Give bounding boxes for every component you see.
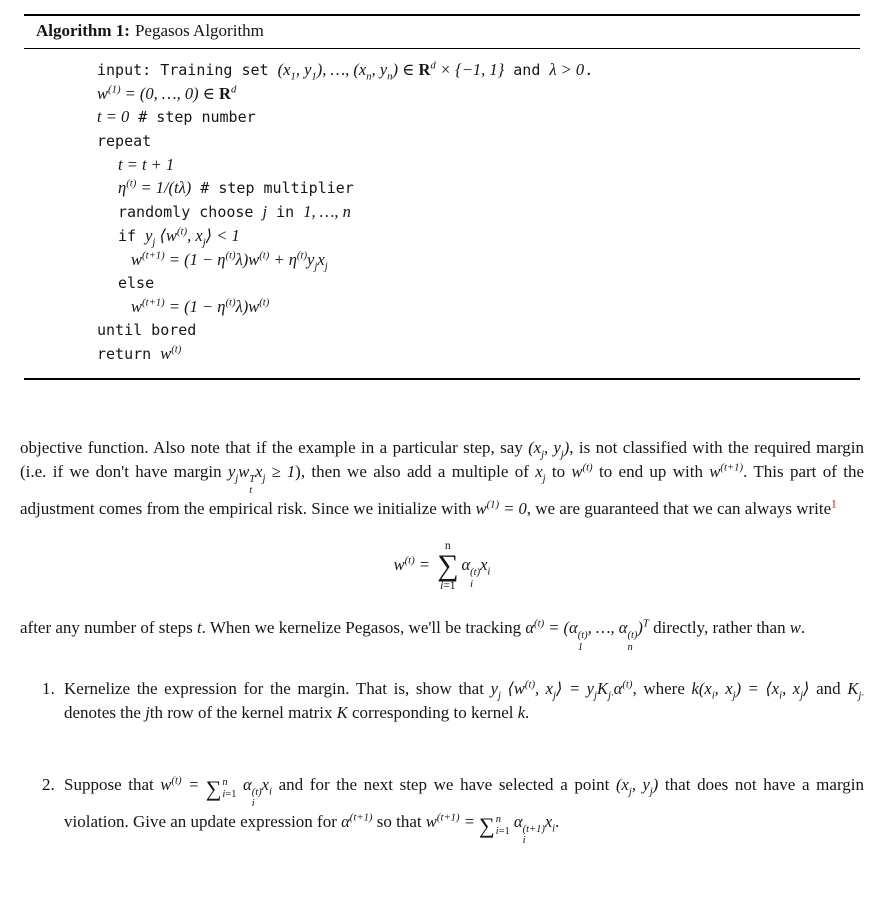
- problem-list: [20, 677, 864, 847]
- footnote-ref[interactable]: 1: [831, 498, 837, 511]
- algorithm-caption: [24, 16, 860, 48]
- algorithm-line: $w^{(t+1)} = (1 - \eta^{(t)}\lambda)w^{(t)} + \eta^{(t)}y_jx_j$: [131, 249, 328, 273]
- algorithm-code: [24, 49, 860, 378]
- algorithm-line: else: [118, 274, 155, 292]
- problem-text: Suppose that $w^{(t)}$ = ∑ n i=1 α (t) i $x_i$ and for the next step we have selected a point ($x_j$, $y_j$) that does not have a margin violation. Give an update expression for $\alpha^{(t+1)}$ so that $w^{(t+1)}$ = ∑ n i=1 α (t+1) i $x_i$.: [64, 774, 865, 847]
- problem-item: [20, 773, 864, 847]
- algorithm-box: [24, 14, 860, 380]
- algorithm-line: t = 0 # step number: [97, 107, 256, 126]
- problem-item: [20, 677, 864, 725]
- problem-text: Kernelize the expression for the margin. That is, show that $y_j$ $⟨w^{(t)}$, $x_j⟩ = y_jK_{j\cdot}\alpha^{(t)}$, where $k(x_i$, $x_j$) = $⟨x_i$, $x_j⟩$ and $K_{j\cdot}$ denotes the jth row of the kernel matrix K corresponding to kernel k.: [64, 678, 865, 723]
- algorithm-line: $w^{(1)} = (0$, …, 0) ∈ $R^d$: [97, 83, 237, 103]
- display-equation: $w^{(t)}$ = n ∑ i=1 α (t) i $x_i$: [393, 539, 491, 592]
- algorithm-line: $\eta^{(t)} = 1/(t\lambda)$ # step multiplier: [118, 177, 354, 197]
- algorithm-line: randomly choose j in 1, …, n: [118, 202, 351, 221]
- algorithm-bottom-rule: [24, 378, 860, 380]
- problem-number: 1.: [42, 679, 55, 699]
- algorithm-line: if $y_j$ $⟨w^{(t)}$, $x_j⟩ < 1$: [118, 225, 240, 249]
- paragraph-kernelize: after any number of steps t. When we kernelize Pegasos, we'll be tracking $\alpha^{(t)} = (\alpha$ (t) 1 , …, α (t) n )$^T$ directly, rather than w.: [20, 617, 806, 653]
- paragraph-objective: objective function. Also note that if the example in a particular step, say ($x_j$, $y_j$), is not classified with the required margin (i.e. if we don't have margin $y_jw$ T t $x_j \ge 1$), then we also add a multiple of $x_j$ to $w^{(t)}$ to end up with $w^{(t+1)}$. This part of the adjustment comes from the empirical risk. Since we initialize with $w^{(1)} = 0$, we are guaranteed that we can always write$^1$: [20, 438, 865, 518]
- algorithm-line: until bored: [97, 321, 197, 339]
- algorithm-line: repeat: [97, 132, 152, 150]
- algorithm-title: Pegasos Algorithm: [134, 21, 264, 40]
- algorithm-line: $w^{(t+1)} = (1 - \eta^{(t)}\lambda)w^{(t)}$: [131, 296, 270, 316]
- algorithm-line: return $w^{(t)}$: [97, 343, 182, 363]
- algorithm-label: Algorithm 1:: [36, 21, 130, 40]
- problem-number: 2.: [42, 775, 55, 795]
- algorithm-line: input: Training set ($x_1$, $y_1$), …, ($x_n$, $y_n$) ∈ $R^d \times \{-1$, 1} and λ > 0.: [97, 59, 594, 83]
- algorithm-line: t = t + 1: [118, 155, 175, 174]
